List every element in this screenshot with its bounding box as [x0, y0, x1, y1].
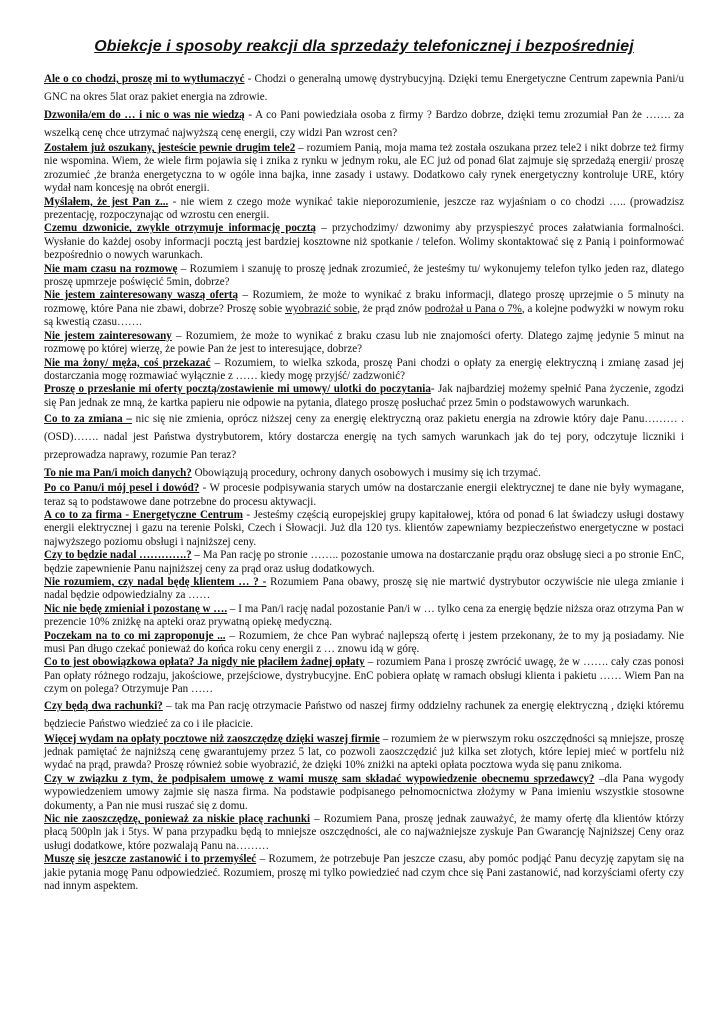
objection-entry [44, 222, 684, 262]
objection-entry [44, 106, 684, 142]
objection-entry [44, 603, 684, 630]
objection-entry [44, 509, 684, 549]
objection-question: Nic nie zaoszczędzę, ponieważ za niskie płacę rachunki [44, 813, 311, 826]
objection-entry [44, 330, 684, 357]
objection-entry [44, 263, 684, 290]
objection-response: – Ma Pan rację po stronie …….. pozostanie umowa na dostarczanie prądu oraz obsługę sieci a po stronie EnC, będzie zapewnienie Panu najniższej ceny za prąd oraz usług dodatkowych. [44, 549, 684, 575]
objection-entry [44, 142, 684, 196]
underlined-phrase: wyobrazić sobie [285, 302, 358, 315]
objection-question: Zostałem już oszukany, jesteście pewnie drugim tele2 [44, 142, 296, 154]
objection-response: –dla Pana wygody wypowiedzeniem umowy zajmie się nasza firma. Na podstawie podpisanego pełnomocnictwa złożymy w Pana imieniu wszystkie stosowne dokumenty, a Pan nie musi ruszać się z domu. [44, 772, 684, 812]
objection-entry [44, 289, 684, 329]
objection-entry [44, 656, 684, 696]
objection-entry [44, 70, 684, 106]
objection-response: – rozumiem że w pierwszym roku oszczędności są mniejsze, proszę jednak pamiętać że najniższą cenę gwarantujemy przez 5 lat, co pozwoli zaoszczędzić już kilka set złotych, które lepiej mieć w portfelu niż wydać na prąd, prawda? Proszę również sobie wyobrazić, że dzięki 10% zniżki na apteki opłata pocztowa wyda się panu znikoma. [44, 732, 685, 772]
objection-entry [44, 813, 684, 853]
objection-entry [44, 549, 684, 576]
objection-response: - Jesteśmy częścią europejskiej grupy kapitałowej, która od ponad 6 lat świadczy usługi dostawy energii elektrycznej i gazu na terenie Polski, Czech i Słowacji. Już dla 120 tys. klientów zapewniamy bezpieczeństwo energetyczne w postaci najwyższego poziomu obsługi i najniższej ceny. [44, 508, 684, 548]
objection-entry [44, 697, 684, 733]
objection-question: Czy to będzie nadal ………….? [44, 549, 192, 562]
document-title: Obiekcje i sposoby reakcji dla sprzedaży telefonicznej i bezpośredniej [94, 38, 634, 55]
objection-question: Nie rozumiem, czy nadal będę klientem … ? - [44, 575, 267, 588]
objection-response: – Rozumiem i szanuję to proszę jednak zrozumieć, że jesteśmy tu/ wykonujemy telefon tylko jeden raz, dlatego proszę upmrzeje poświęcić 5min, dobrze? [44, 262, 684, 289]
objection-response: – Rozumiem, że może to wynikać z braku informacji, dlatego proszę uprzejmie o 5 minuty na rozmowę, które Pana nie zbawi, dobrze? Proszę sobie [44, 289, 685, 315]
objection-question: Muszę się jeszcze zastanowić i to przemyśleć [44, 853, 257, 866]
objection-entry [44, 630, 684, 657]
objection-response: - nie wiem z czego może wynikać takie nieporozumienie, jeszcze raz wyjaśniam o co chodzi ….. (prowadzisz prezentację, rozpoczynając od wzrostu cen energii. [44, 195, 684, 222]
objection-question: Co to za zmiana – [44, 413, 132, 426]
objection-question: Po co Panu/i mój pesel i dowód? [44, 482, 200, 495]
objection-response-cont: , że prąd znów [357, 302, 425, 315]
underlined-phrase: podrożał u Pana o 7% [424, 302, 522, 315]
objection-response: – Rozumiem, to wielka szkoda, proszę Pani chodzi o opłaty za energię elektryczną i zmianę zasad jej dostarczania mogę rozmawiać wyłącznie z …… kiedy mogę przyjść/ zadzwonić? [44, 356, 684, 382]
objection-entry [44, 773, 684, 813]
objection-response: – I ma Pan/i rację nadal pozostanie Pan/i w … tylko cena za energię będzie niższa oraz otrzyma Pan w prezencie 10% zniżkę na apteki oraz prywatną opiekę medyczną. [44, 602, 684, 629]
objection-entry [44, 576, 684, 603]
objection-response: Obowiązują procedury, ochrony danych osobowych i musimy się ich trzymać. [191, 467, 541, 480]
document-page [44, 38, 684, 894]
objection-entry [44, 383, 684, 410]
objection-question: Proszę o przesłanie mi oferty pocztą/zostawienie mi umowy/ ulotki do poczytania [44, 383, 431, 396]
objection-question: Nie mam czasu na rozmowę [44, 262, 178, 275]
objection-response: – Rozumiem, że chce Pan wybrać najlepszą ofertę i jestem przekonany, że to my ją posiadamy. Nie musi Pan długo czekać ponieważ do końca roku ceny energii z … znowu idą w górę. [44, 629, 684, 655]
objection-entry [44, 482, 684, 509]
objection-entry [44, 196, 684, 223]
objection-entry [44, 410, 684, 464]
objection-question: Czy będą dwa rachunki? [44, 699, 163, 712]
objection-response: – Rozumem, że potrzebuje Pan jeszcze czasu, aby pomóc podjąć Panu decyzję zapytam się na jakie pytania mogę Panu odpowiedzieć. Rozumiem, proszę mi tylko powiedzieć nad czym chce się Pani zastanowić, nad korzyściami oferty czy nad innym aspektem. [44, 853, 684, 893]
objection-response: – rozumiem Pana i proszę zwrócić uwagę, że w ……. cały czas ponosi Pan opłaty różnego rodzaju, jakościowe, przejściowe, dystrybucyjne. EnC pobiera opłatę w ramach obsługi klienta i pakietu …… Wiem Pan na czym on polega? Otrzymuje Pan …… [44, 656, 685, 696]
objection-question: Poczekam na to co mi zaproponuje ... [44, 629, 226, 642]
objection-response: – Rozumiem Pana, proszę jednak zauważyć, że mamy ofertę dla klientów którzy płacą 500pln jak i 5tys. W pana przypadku będą to mniejsze oszczędności, ale co najważniejsze zyskuje Pan Gwarancję Najniższej Ceny oraz usługi dodatkowe, które pozwalają Panu na……… [44, 813, 684, 852]
objection-response: – tak ma Pan rację otrzymacie Państwo od naszej firmy oddzielny rachunek za energię elektryczną , dzięki któremu będziecie Państwo wiedzieć za co i ile płacicie. [44, 699, 685, 730]
objection-response: Rozumiem Pana obawy, proszę się nie martwić dystrybutor oczywiście nie ulega zmianie i nadal będzie odpowiedzialny za …… [44, 575, 684, 602]
objection-question: To nie ma Pan/i moich danych? [44, 467, 192, 480]
objection-question: Nie ma żony/ męża, coś przekazać [44, 356, 211, 369]
objection-response: - W procesie podpisywania starych umów na dostarczanie energii elektrycznej te dane nie były wymagane, teraz są to podstawowe dane potrzebne do procesu aktywacji. [44, 482, 684, 508]
objection-question: Czy w związku z tym, że podpisałem umowę z wami muszę sam składać wypowiedzenie obecnemu sprzedawcy? [44, 772, 595, 785]
objection-entry [44, 733, 684, 773]
objection-question: Nie jestem zainteresowany waszą ofertą [44, 289, 238, 302]
objection-entry [44, 357, 684, 384]
objection-response: - Chodzi o generalną umowę dystrybucyjną. Dzięki temu Energetyczne Centrum zapewnia Pani/u GNC na okres 5lat oraz pakiet energia na zdrowie. [44, 73, 684, 103]
objection-question: Czemu dzwonicie, zwykle otrzymuje informację pocztą [44, 222, 316, 235]
objection-question: Więcej wydam na opłaty pocztowe niż zaoszczędzę dzięki waszej firmie [44, 732, 380, 745]
objection-response: – przychodzimy/ dzwonimy aby przyspieszyć proces załatwiania formalności. Wysłanie do każdej osoby informacji pocztą jest bardziej kosztowne niż spotkanie / telefon. Wolimy skontaktować się z Panią i poinformować bezpośrednio o nowych warunkach. [44, 222, 684, 262]
objection-question: Nie jestem zainteresowany [44, 329, 172, 342]
objection-response: – Rozumiem, że może to wynikać z braku czasu lub nie znajomości oferty. Dlatego zajmę jedynie 5 minut na rozmowę po której wierzę, że powie Pan że jest to interesujące, dobrze? [44, 329, 684, 356]
objection-response: nic się nie zmienia, oprócz niższej ceny za energię elektryczną oraz pakietu energia na zdrowie który daje Panu……… . (OSD)……. nadal jest Państwa dystrybutorem, który dostarcza energię na tych samych warunkach jak do tej pory, odczytuje liczniki i przeprowadza naprawy, rozumie Pan teraz? [44, 413, 684, 462]
objection-question: Ale o co chodzi, proszę mi to wytłumaczyć [44, 73, 245, 85]
objection-question: Co to jest obowiązkowa opłata? Ja nigdy nie płaciłem żadnej opłaty [44, 656, 365, 669]
objection-response: - Jak najbardziej możemy spełnić Pana życzenie, zgodzi się Pan jednak ze mną, że kartka papieru nie odpowie na pytania, dlatego proszę posłuchać przez 5min o podstawowych warunkach. [44, 383, 684, 409]
objection-response-cont: , a kolejne podwyżki w nowym roku są kwestią czasu……. [44, 302, 684, 329]
objection-entry [44, 464, 684, 482]
objection-entry [44, 853, 684, 893]
objection-question: Nic nie będę zmieniał i pozostanę w …. [44, 602, 228, 615]
objection-question: A co to za firma - Energetyczne Centrum [44, 508, 243, 521]
objection-question: Dzwoniła/em do … i nic o was nie wiedzą [44, 109, 245, 121]
objection-response: – rozumiem Panią, moja mama też została oszukana przez tele2 i nikt dobrze też firmy nie wspomina. Wiem, że wiele firm pojawia się i znika z rynku w jednym roku, ale EC już od ponad 6lat zajmuje się sprzedażą energii/ proszę zrozumieć ,że branża energetyczna to w ogóle inna bajka, inne zasady i ustawy. Dodatkowo cały rynek energetyczny kontroluje URE, który wydał nam koncesję na obrót energii. [44, 142, 684, 195]
objection-response: - A co Pani powiedziała osoba z firmy ? Bardzo dobrze, dzięki temu zrozumiał Pan że ……. za wszelką cenę chce utrzymać najwyższą cenę energii, czy widzi Pan wzrost cen? [44, 109, 684, 139]
objection-question: Myślałem, że jest Pan z... [44, 195, 169, 208]
